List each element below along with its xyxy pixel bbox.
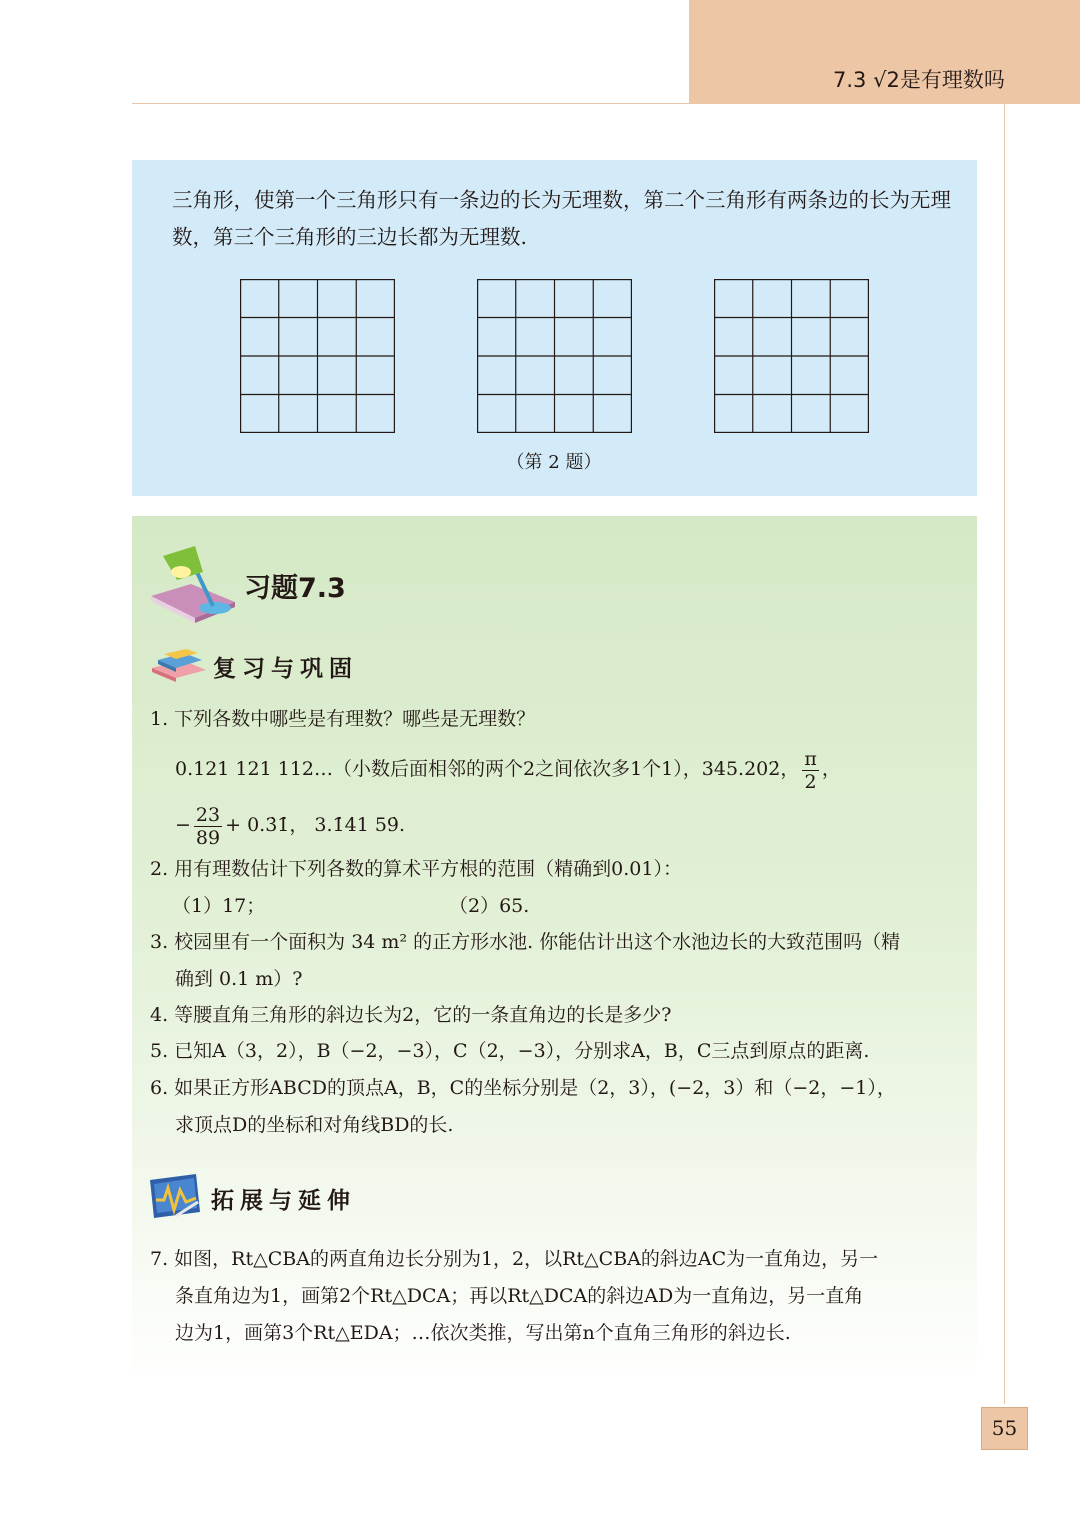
grid-figure-2 <box>477 279 632 433</box>
question-2-part1: （1）17； <box>172 895 266 917</box>
question-6-line1: 6. 如果正方形ABCD的顶点A，B，C的坐标分别是（2，3），(−2，3）和（−2，−1）， <box>150 1077 896 1099</box>
question-2-part2: （2）65. <box>449 895 530 917</box>
question-4: 4. 等腰直角三角形的斜边长为2，它的一条直角边的长是多少? <box>150 1004 672 1026</box>
fraction-numerator: 23 <box>195 803 221 826</box>
q1-list-comma: ， <box>821 758 841 780</box>
fraction-denominator: 89 <box>195 826 221 849</box>
question-7-line3: 边为1，画第3个Rt△EDA；…依次类推，写出第n个直角三角形的斜边长. <box>175 1322 791 1344</box>
exercise-title: 习题7.3 <box>244 573 346 604</box>
pi-over-2-fraction <box>802 748 819 793</box>
question-3-line1: 3. 校园里有一个面积为 34 m² 的正方形水池. 你能估计出这个水池边长的大致范围吗（精 <box>150 931 901 953</box>
grid-figure-1 <box>240 279 395 433</box>
books-stack-icon <box>148 648 210 684</box>
lamp-book-icon <box>143 544 241 624</box>
minus-sign: − <box>175 814 191 836</box>
question-7-line1: 7. 如图，Rt△CBA的两直角边长分别为1，2，以Rt△CBA的斜边AC为一直角边，另一 <box>150 1248 879 1270</box>
question-2: 2. 用有理数估计下列各数的算术平方根的范围（精确到0.01）： <box>150 858 682 880</box>
fraction-23-89 <box>194 804 222 849</box>
q1-list-part2: + 0.3̇1̇， 3.1̇41 59̇. <box>225 814 406 836</box>
question-1-numbers-line1 <box>150 741 990 797</box>
pi-denominator: 2 <box>804 770 817 793</box>
wave-chart-icon <box>146 1172 204 1222</box>
margin-rule <box>1004 104 1005 1404</box>
question-6-line2: 求顶点D的坐标和对角线BD的长. <box>175 1114 454 1136</box>
question-7-line2: 条直角边为1，画第2个Rt△DCA；再以Rt△DCA的斜边AD为一直角边，另一直角 <box>175 1285 864 1307</box>
question-1-numbers-line2 <box>150 797 990 853</box>
q1-list-part1: 0.121 121 112…（小数后面相邻的两个2之间依次多1个1），345.202̇， <box>175 758 800 780</box>
pi-numerator: π <box>804 747 817 770</box>
header-divider <box>132 103 689 104</box>
question-3-line2: 确到 0.1 m）? <box>175 968 303 990</box>
question-5: 5. 已知A（3，2），B（−2，−3），C（2，−3），分别求A，B，C三点到原点的距离. <box>150 1040 870 1062</box>
review-heading: 复习与巩固 <box>213 655 358 682</box>
figure-caption: （第 2 题） <box>506 452 602 473</box>
page-number: 55 <box>981 1407 1028 1450</box>
extension-heading: 拓展与延伸 <box>211 1187 356 1214</box>
exercise-text: 三角形，使第一个三角形只有一条边的长为无理数，第二个三角形有两条边的长为无理数，第三个三角形的三边长都为无理数. <box>172 188 951 249</box>
grid-figure-3 <box>714 279 869 433</box>
section-title: 7.3 √2是有理数吗 <box>833 68 1005 92</box>
question-1: 1. 下列各数中哪些是有理数？哪些是无理数？ <box>150 708 536 730</box>
